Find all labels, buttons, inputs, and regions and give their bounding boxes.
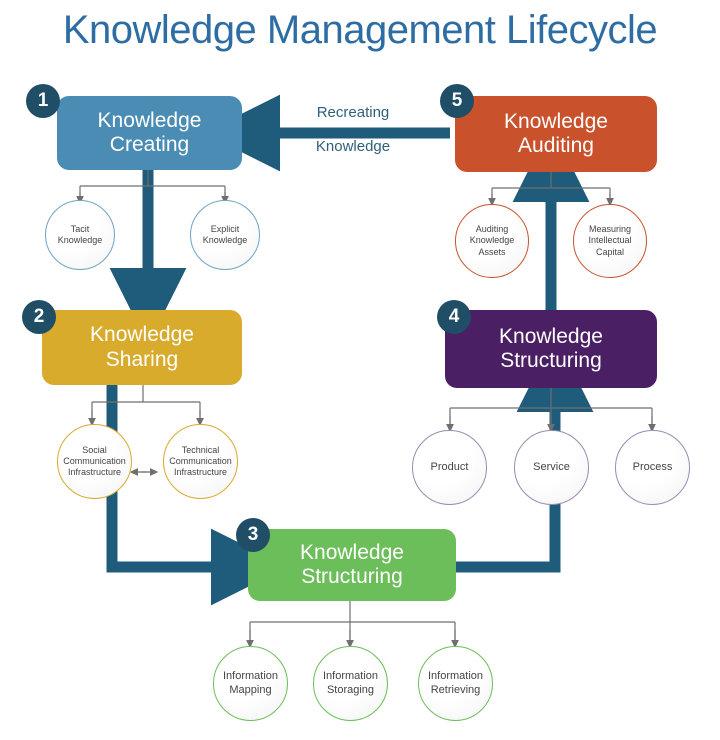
stage-badge-5 xyxy=(440,84,474,118)
bubble-process[interactable] xyxy=(615,430,690,505)
bubble-line3: Capital xyxy=(595,246,624,257)
node-label xyxy=(98,109,202,157)
node-knowledge-structuring-purple[interactable] xyxy=(445,310,657,388)
node-label-line1: Knowledge xyxy=(499,324,603,348)
bubble-technical-communication-infrastructure[interactable] xyxy=(163,424,238,499)
bubble-tacit-knowledge[interactable] xyxy=(45,200,115,270)
bubble-social-communication-infrastructure[interactable] xyxy=(57,424,132,499)
node-label-line1: Knowledge xyxy=(97,108,202,132)
node-knowledge-structuring-green[interactable] xyxy=(248,529,456,601)
badge-number: 5 xyxy=(451,90,463,111)
bubble-line1: Information xyxy=(427,669,484,682)
edge-label-line1: Recreating xyxy=(316,104,390,121)
bubble-line1: Technical xyxy=(181,444,220,455)
bubble-text xyxy=(168,445,233,479)
bubble-line1: Process xyxy=(632,460,673,473)
bubble-service[interactable] xyxy=(514,430,589,505)
bubble-line1: Service xyxy=(533,460,570,473)
badge-number: 2 xyxy=(33,306,45,327)
node-label xyxy=(90,323,194,371)
bubble-line1: Measuring xyxy=(588,224,632,235)
edge-label-recreating-knowledge xyxy=(283,103,423,158)
badge-number: 1 xyxy=(37,90,49,111)
bubble-line1: Product xyxy=(430,460,469,473)
bubble-line2: Communication xyxy=(63,455,126,466)
node-label-line2: Creating xyxy=(109,133,190,156)
bubble-line2: Retrieving xyxy=(430,683,481,696)
bubble-line1: Information xyxy=(222,669,279,682)
bubble-line3: Infrastructure xyxy=(67,467,122,478)
bubble-line2: Communication xyxy=(169,455,232,466)
node-label-line1: Knowledge xyxy=(90,323,194,347)
bubble-line2: Knowledge xyxy=(469,235,515,246)
bubble-product[interactable] xyxy=(412,430,487,505)
stage-badge-2 xyxy=(22,300,56,334)
bubble-information-storaging[interactable] xyxy=(313,646,388,721)
bubble-line2: Mapping xyxy=(229,683,272,696)
bubble-line1: Explicit xyxy=(210,223,240,234)
bubble-text xyxy=(578,224,642,258)
node-label-line2: Structuring xyxy=(500,349,602,372)
bubble-text xyxy=(218,670,283,698)
bubble-line1: Tacit xyxy=(70,223,90,234)
node-knowledge-sharing[interactable] xyxy=(42,310,242,385)
edge-label-line2: Knowledge xyxy=(315,138,391,156)
node-knowledge-creating[interactable] xyxy=(57,96,242,170)
node-label-line2: Structuring xyxy=(301,565,403,588)
node-knowledge-auditing[interactable] xyxy=(455,96,657,172)
stage-badge-4 xyxy=(437,300,471,334)
bubble-line2: Knowledge xyxy=(57,235,103,245)
bubble-line2: Knowledge xyxy=(202,235,248,245)
bubble-text xyxy=(460,224,524,258)
bubble-line3: Assets xyxy=(478,246,506,257)
bubble-line1: Social xyxy=(82,444,107,455)
node-label xyxy=(504,110,608,158)
badge-number: 3 xyxy=(247,524,259,545)
stage-badge-3 xyxy=(236,518,270,552)
badge-number: 4 xyxy=(448,306,460,327)
bubble-line1: Auditing xyxy=(475,224,509,235)
bubble-line1: Information xyxy=(322,669,379,682)
bubble-text xyxy=(62,445,127,479)
node-label xyxy=(499,325,603,373)
bubble-measuring-intellectual-capital[interactable] xyxy=(573,204,647,278)
bubble-line3: Infrastructure xyxy=(173,467,228,478)
bubble-text xyxy=(50,224,110,247)
stage-badge-1 xyxy=(26,84,60,118)
node-label-line2: Sharing xyxy=(105,347,179,371)
bubble-auditing-knowledge-assets[interactable] xyxy=(455,204,529,278)
bubble-information-mapping[interactable] xyxy=(213,646,288,721)
bubble-text xyxy=(318,670,383,698)
node-label-line1: Knowledge xyxy=(300,540,404,564)
bubble-text xyxy=(195,224,255,247)
bubble-line2: Storaging xyxy=(326,683,375,696)
bubble-explicit-knowledge[interactable] xyxy=(190,200,260,270)
node-label-line2: Auditing xyxy=(518,134,594,157)
bubble-text xyxy=(423,670,488,698)
node-label xyxy=(300,541,404,589)
node-label-line1: Knowledge xyxy=(504,109,608,133)
bubble-information-retrieving[interactable] xyxy=(418,646,493,721)
bubble-line2: Intellectual xyxy=(588,235,632,246)
page-title: Knowledge Management Lifecycle xyxy=(62,8,658,52)
